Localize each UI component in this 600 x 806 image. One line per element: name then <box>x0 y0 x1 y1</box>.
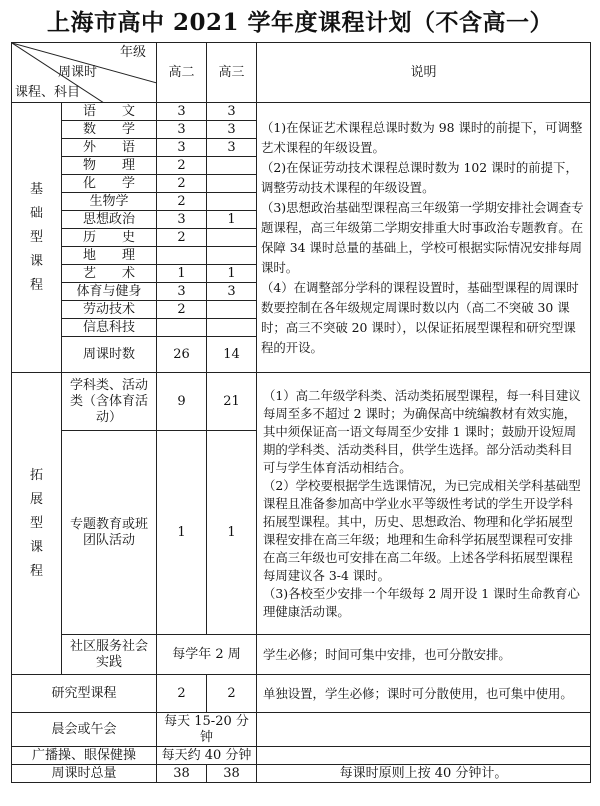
extended-subject-2: 专题教育或班团队活动 <box>62 431 157 635</box>
extended-subject-3-note: 学生必修；时间可集中安排，也可分散安排。 <box>257 635 591 675</box>
basic-total-label: 周课时数 <box>62 337 157 373</box>
exercise-row <box>12 747 591 765</box>
extended-note-3: （3)各校至少安排一个年级每 2 周开设 1 课时生命教育心理健康活动课。 <box>263 585 580 619</box>
basic-note-1: （1)在保证艺术课程总课时数为 98 课时的前提下，可调整艺术课程的年级设置。 <box>261 119 583 155</box>
morning-merged: 每天 15-20 分钟 <box>157 713 257 747</box>
subject-g2: 3 <box>157 283 207 301</box>
subject-g2: 3 <box>157 121 207 139</box>
extended-notes <box>257 373 591 635</box>
header-grade3: 高三 <box>207 43 257 103</box>
basic-note-4: （4）在调整部分学科的课程设置时，基础型课程的周课时数要控制在各年级规定周课时数以内（高二不突破 30 课时；高三不突破 20 课时），以保证拓展型课程和研究型课程的开设。 <box>261 279 579 355</box>
morning-label: 晨会或午会 <box>12 713 157 747</box>
subject-g2: 2 <box>157 175 207 193</box>
basic-total-g3: 14 <box>207 337 257 373</box>
research-note: 单独设置，学生必修；课时可分散使用，也可集中使用。 <box>257 675 591 713</box>
subject-g3 <box>207 193 257 211</box>
subject-g3: 1 <box>207 265 257 283</box>
extended-subject-2-g2: 1 <box>157 431 207 635</box>
header-grade-label: 年级 <box>120 45 147 60</box>
basic-note-2: （2)在保证劳动技术课程总课时数为 102 课时的前提下，调整劳动技术课程的年级设置。 <box>261 159 578 195</box>
extended-subject-1-g2: 9 <box>157 373 207 431</box>
subject-g2: 3 <box>157 103 207 121</box>
subject-name: 体育与健身 <box>62 283 157 301</box>
extended-subject-1: 学科类、活动类（含体育活动） <box>62 373 157 431</box>
subject-g3 <box>207 175 257 193</box>
research-g2: 2 <box>157 675 207 713</box>
research-label: 研究型课程 <box>12 675 157 713</box>
header-grade2: 高二 <box>157 43 207 103</box>
header-row <box>12 43 591 103</box>
subject-g2: 2 <box>157 157 207 175</box>
exercise-merged: 每天约 40 分钟 <box>157 747 257 765</box>
subject-row <box>12 103 591 121</box>
subject-g3: 3 <box>207 103 257 121</box>
exercise-label: 广播操、眼保健操 <box>12 747 157 765</box>
total-g2: 38 <box>157 765 207 783</box>
subject-name: 劳动技术 <box>62 301 157 319</box>
subject-name: 信息科技 <box>62 319 157 337</box>
header-diagonal-cell <box>12 43 157 103</box>
subject-g2: 3 <box>157 211 207 229</box>
total-note: 每课时原则上按 40 分钟计。 <box>257 765 591 783</box>
subject-g2 <box>157 247 207 265</box>
header-course-label: 课程、科目 <box>15 85 81 100</box>
morning-row <box>12 713 591 747</box>
basic-note-3: （3)思想政治基础型课程高三年级第一学期安排社会调查专题课程，高三年级第二学期安排重大时事政治专题教育。在保障 34 课时总量的基础上，学校可根据实际情况安排每周课时。 <box>261 199 584 275</box>
basic-notes <box>257 103 591 373</box>
subject-g3 <box>207 157 257 175</box>
total-row <box>12 765 591 783</box>
subject-g3: 3 <box>207 283 257 301</box>
subject-g3: 1 <box>207 211 257 229</box>
morning-note <box>257 713 591 747</box>
subject-name: 生物学 <box>62 193 157 211</box>
total-label: 周课时总量 <box>12 765 157 783</box>
extended-subject-2-g3: 1 <box>207 431 257 635</box>
subject-g3 <box>207 247 257 265</box>
subject-g3 <box>207 319 257 337</box>
research-row <box>12 675 591 713</box>
subject-g2: 2 <box>157 229 207 247</box>
subject-g2 <box>157 319 207 337</box>
exercise-note <box>257 747 591 765</box>
subject-name: 艺 术 <box>62 265 157 283</box>
extended-row-3 <box>12 635 591 675</box>
basic-total-g2: 26 <box>157 337 207 373</box>
extended-subject-3-merged: 每学年 2 周 <box>157 635 257 675</box>
total-g3: 38 <box>207 765 257 783</box>
extended-subject-3: 社区服务社会实践 <box>62 635 157 675</box>
basic-category: 基 础 型 课 程 <box>12 103 62 373</box>
page-title: 上海市高中 2021 学年度课程计划（不含高一） <box>46 9 554 36</box>
subject-g2: 1 <box>157 265 207 283</box>
subject-name: 思想政治 <box>62 211 157 229</box>
subject-g3 <box>207 301 257 319</box>
extended-row-1 <box>12 373 591 431</box>
subject-name: 语 文 <box>62 103 157 121</box>
extended-note-1: （1）高二年级学科类、活动类拓展型课程，每一科目建议每周至多不超过 2 课时；为确保高中统编教材有效实施，其中须保证高一语文每周至少安排 1 课时；鼓励开设短周期的学科类、活动类科目，供学生选择。部分活动类科目可与学生体育活动相结合。 <box>263 387 581 475</box>
subject-name: 物 理 <box>62 157 157 175</box>
header-weekly-hours-label: 周课时 <box>58 65 98 80</box>
extended-subject-1-g3: 21 <box>207 373 257 431</box>
subject-g2: 3 <box>157 139 207 157</box>
subject-g2: 2 <box>157 193 207 211</box>
research-g3: 2 <box>207 675 257 713</box>
subject-name: 化 学 <box>62 175 157 193</box>
subject-g3: 3 <box>207 121 257 139</box>
course-plan-table <box>11 42 591 783</box>
extended-category: 拓 展 型 课 程 <box>12 373 62 675</box>
extended-note-2: （2）学校要根据学生选课情况，为已完成相关学科基础型课程且准备参加高中学业水平等级性考试的学生开设学科拓展型课程。其中，历史、思想政治、物理和化学拓展型课程安排在高三年级；地理和生命科学拓展型课程可安排在高三年级也可安排在高二年级。上述各学科拓展型课程每周建议各 3-4 课时。 <box>263 477 581 583</box>
subject-name: 地 理 <box>62 247 157 265</box>
header-notes: 说明 <box>257 43 591 103</box>
subject-g3: 3 <box>207 139 257 157</box>
subject-name: 数 学 <box>62 121 157 139</box>
subject-g2: 2 <box>157 301 207 319</box>
subject-g3 <box>207 229 257 247</box>
subject-name: 外 语 <box>62 139 157 157</box>
subject-name: 历 史 <box>62 229 157 247</box>
